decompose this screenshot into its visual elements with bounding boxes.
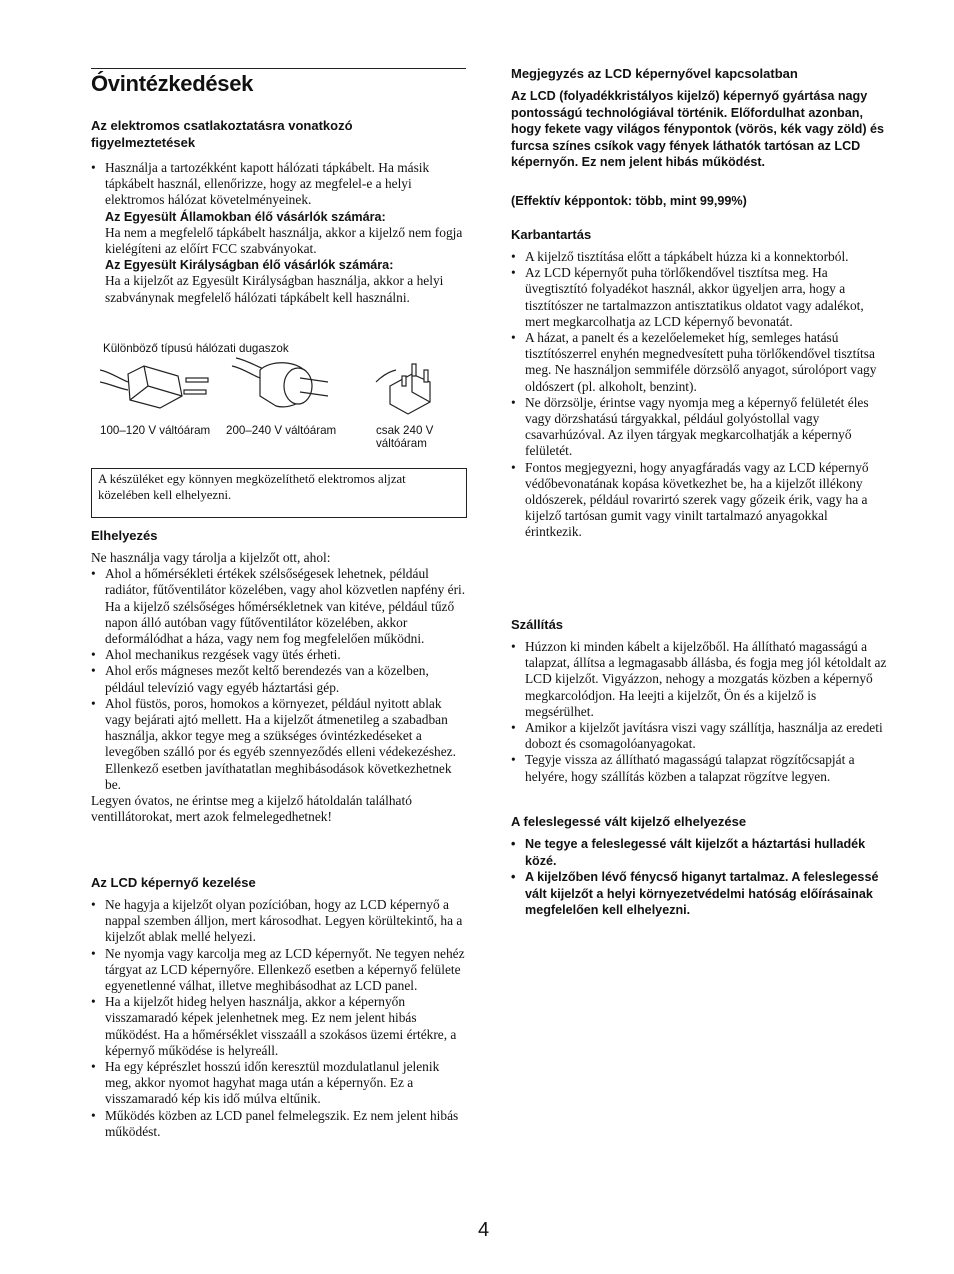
maintenance-heading: Karbantartás [511,227,592,242]
uk-label: Az Egyesült Királyságban élő vásárlók számára: [105,258,394,273]
page-number: 4 [478,1219,490,1241]
list-item: • Működés közben az LCD panel felmelegszik. Ez nem jelent hibás működést. [91,1108,466,1140]
list-item: • Ahol mechanikus rezgések vagy ütés érheti. [91,647,466,663]
plug-eu-icon [232,358,328,407]
list-item: • Az LCD képernyőt puha törlőkendővel tisztítsa meg. Ha üvegtisztító folyadékot használ, akkor ügyeljen arra, hogy a tisztítószer ne tartalmazzon antisztatikus oldatot vagy adalékot, mert megkarcolhatja az LCD képernyő bevonatát. [511,265,887,330]
plug-illustrations [100,356,450,421]
disposal-section [511,836,887,919]
placement-section [91,550,466,825]
list-item: • Ahol erős mágneses mezőt keltő berendezés van a közelben, például televízió vagy egyéb háztartási gép. [91,663,466,695]
list-item: • Ne dörzsölje, érintse vagy nyomja meg a képernyő felületét éles vagy dörzshatású tárgyakkal, például golyóstollal vagy csavarhúzóval. Az ilyen tárgyak megkarcolhatják a képernyő felületét. [511,395,887,460]
list-item: • Tegyje vissza az állítható magasságú talapzat rögzítőcsapját a helyére, hogy szállítás közben a talapzat rögzítve legyen. [511,752,887,784]
list-item: • Ne tegye a feleslegessé vált kijelzőt a háztartási hulladék közé. [511,836,887,869]
lcd-handling-section [91,897,466,1140]
plug-us-icon [100,366,208,408]
list-item: • Ahol füstös, poros, homokos a környezet, például nyitott ablak vagy bejárati ajtó mellett. Ha a kijelzőt átmenetileg a szabadban használja, akkor tegye meg a szükséges óvintézkedéseket a levegőben szálló por és egyéb szennyeződés elleni védekezéshez. Ellenkező esetben javíthatatlan meghibásodások következhetnek be. [91,696,466,793]
us-label: Az Egyesült Államokban élő vásárlók számára: [105,209,386,224]
placement-intro: Ne használja vagy tárolja a kijelzőt ott, ahol: [91,550,331,565]
plugs-caption: Különböző típusú hálózati dugaszok [103,342,289,355]
transport-section [511,639,887,785]
maintenance-section [511,249,887,541]
lcd-note-heading: Megjegyzés az LCD képernyővel kapcsolatban [511,66,798,81]
list-item: • Húzzon ki minden kábelt a kijelzőből. Ha állítható magasságú a talapzat, állítsa a legmagasabb állásba, és fogja meg jól kétoldalt az LCD kijelzőt. Vigyázzon, nehogy a mozgatás közben a képernyő megkarcolódjon. Ha leejti a kijelzőt, Ön és a kijelző is megsérülhet. [511,639,887,720]
list-item: • Ahol a hőmérsékleti értékek szélsőségesek lehetnek, például radiátor, fűtőventilátor közelében, vagy ahol közvetlen napfény éri. Ha a kijelző szélsőséges hőmérsékletnek van kitéve, például tűző napon álló autóban vagy fűtőventilátor közelében, akkor deformálódhat a háza, vagy nem fog megfelelően működni. [91,566,466,647]
list-item: • Amikor a kijelzőt javításra viszi vagy szállítja, használja az eredeti dobozt és csomagolóanyagokat. [511,720,887,752]
list-item: • Ha a kijelzőt hideg helyen használja, akkor a képernyőn visszamaradó képek jelenhetnek meg. Ez nem jelent hibás működést. Ha a hőmérséklet visszaáll a szokásos üzemi értékre, a képernyő működése is helyreáll. [91,994,466,1059]
placement-heading: Elhelyezés [91,528,158,543]
uk-text: Ha a kijelzőt az Egyesült Királyságban használja, akkor a helyi szabványnak megfelelő hálózati tápkábelt kell használni. [105,273,444,305]
placement-outro: Legyen óvatos, ne érintse meg a kijelző hátoldalán található ventillátorokat, mert azok felmelegedhetnek! [91,793,412,825]
electrical-heading: Az elektromos csatlakoztatásra vonatkozó figyelmeztetések [91,118,353,150]
list-item: • A kijelzőben lévő fénycső higanyt tartalmaz. A feleslegessé vált kijelzőt a helyi környezetvédelmi hatóság előírásainak megfelelően kell elhelyezni. [511,869,887,919]
list-item: • Ne hagyja a kijelzőt olyan pozícióban, hogy az LCD képernyő a nappal szemben álljon, mert károsodhat. Legyen körültekintő, ha a kijelzőt ablak mellé helyezi. [91,897,466,946]
list-item: • A házat, a panelt és a kezelőelemeket híg, semleges hatású tisztítószerrel enyhén megnedvesített puha törlőkendővel tisztítsa meg. Ne használjon semmiféle dörzsölő anyagot, súrolóport vagy oldószert (pl. alkoholt, benzint). [511,330,887,395]
plug-uk-icon [376,364,430,414]
list-item: • Ne nyomja vagy karcolja meg az LCD képernyőt. Ne tegyen nehéz tárgyat az LCD képernyőre. Ellenkező esetben a képernyő felülete egyenetlenné válhat, illetve meghibásodhat az LCD panel. [91,946,466,995]
list-item: • Ha egy képrészlet hosszú időn keresztül mozdulatlanul jelenik meg, akkor nyomot hagyhat maga után a képernyőn. Ez a visszamaradó kép kis idő múlva eltűnik. [91,1059,466,1108]
accessibility-note: A készüléket egy könnyen megközelíthető elektromos aljzat közelében kell elhelyezni. [91,468,467,518]
lcd-note-effective: (Effektív képpontok: több, mint 99,99%) [511,194,747,208]
electrical-section [91,160,466,306]
plug3-label: csak 240 V váltóáram [376,424,434,450]
disposal-heading: A feleslegessé vált kijelző elhelyezése [511,814,747,829]
lcd-handling-heading: Az LCD képernyő kezelése [91,875,256,890]
plug2-label: 200–240 V váltóáram [226,424,337,437]
plug1-label: 100–120 V váltóáram [100,424,211,437]
us-text: Ha nem a megfelelő tápkábelt használja, akkor a kijelző nem fogja kielégíteni az előírt FCC szabványokat. [105,224,463,257]
page-title: Óvintézkedések [91,71,254,96]
transport-heading: Szállítás [511,617,564,632]
list-item: • Fontos megjegyezni, hogy anyagfáradás vagy az LCD képernyő védőbevonatának kopása következhet be, ha a kijelzőt illékony oldószerek, például rovarirtó szerek vagy gőzeik érik, vagy ha a kijelző tartósan gumit vagy vinilt tartalmazó anyagokkal érintkezik. [511,460,887,541]
title-rule [91,68,466,69]
list-item: • A kijelző tisztítása előtt a tápkábelt húzza ki a konnektorból. [511,249,887,265]
lcd-note-text: Az LCD (folyadékkristályos kijelző) képernyő gyártása nagy pontosságú technológiával történik. Előfordulhat azonban, hogy fekete vagy világos fénypontok (vörös, kék vagy zöld) és furcsa színes csíkok vagy fények láthatók tartósan az LCD képernyőn. Ez nem jelent hibás működést. [511,89,885,170]
list-item: • Használja a tartozékként kapott hálózati tápkábelt. Ha másik tápkábelt használ, ellenőrizze, hogy az megfelel-e a helyi elektromos hálózat követelményeinek. [91,160,466,209]
